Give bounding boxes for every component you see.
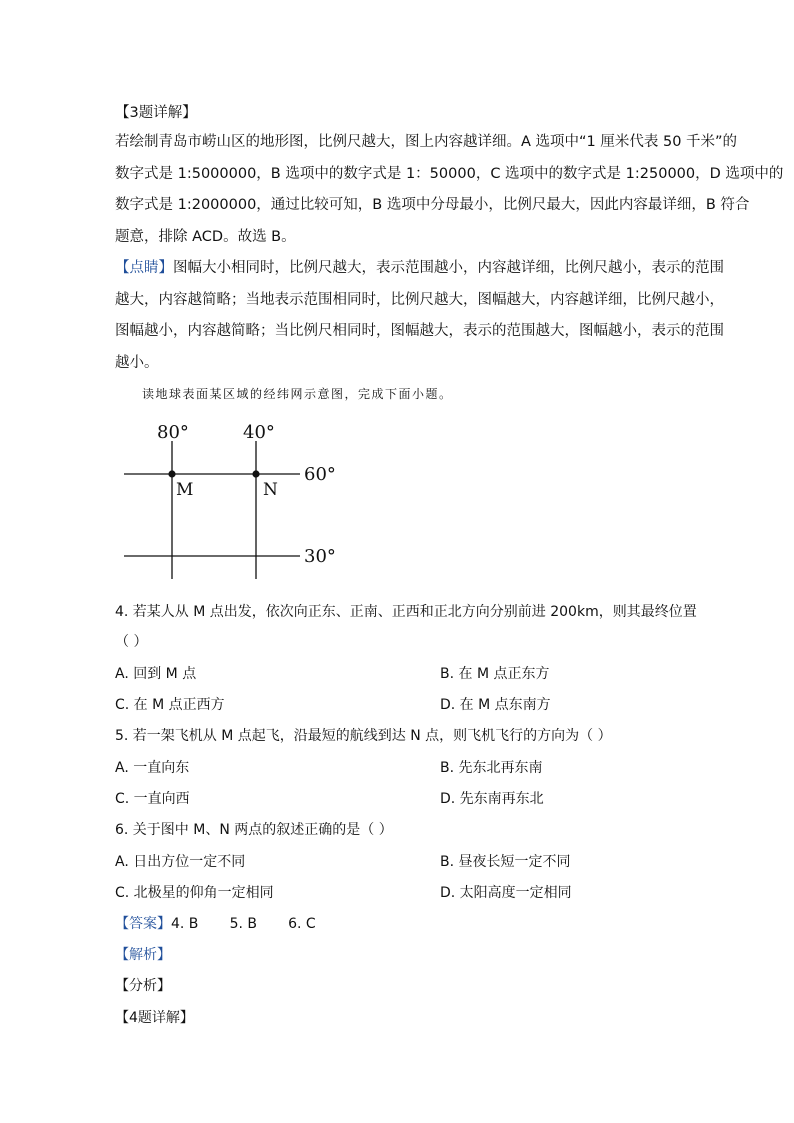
q6-option-a: A. 日出方位一定不同 [115,854,246,870]
lon-label-80: 80° [157,422,189,443]
section-4-heading: 【4题详解】 [115,1010,194,1026]
q5-option-c: C. 一直向西 [115,791,190,807]
paragraph-line: 数字式是 1:2000000，通过比较可知，B 选项中分母最小，比例尺最大，因此内容最详细，B 符合 [115,197,750,213]
point-n-dot [252,470,259,477]
paragraph-line: 数字式是 1:5000000，B 选项中的数字式是 1：50000，C 选项中的数字式是 1:250000，D 选项中的 [115,165,784,182]
section-3-paragraph [115,127,784,253]
lat-label-30: 30° [304,546,336,567]
tip-label: 【点睛】 [115,260,173,276]
answer-line [115,914,316,934]
q4-option-d: D. 在 M 点东南方 [440,697,551,713]
graticule-diagram [115,415,355,585]
paragraph-line: 越小。 [115,354,159,371]
tip-text: 图幅大小相同时，比例尺越大，表示范围越小，内容越详细，比例尺越小，表示的范围 [173,260,724,276]
q6-option-c: C. 北极星的仰角一定相同 [115,885,274,901]
answer-label: 【答案】 [115,916,171,932]
tip-paragraph [115,253,724,379]
question-5-stem: 5. 若一架飞机从 M 点起飞，沿最短的航线到达 N 点，则飞机飞行的方向为（ ） [115,728,612,744]
question-4-paren: （ ） [115,634,148,650]
question-6-stem: 6. 关于图中 M、N 两点的叙述正确的是（ ） [115,822,393,838]
q5-option-b: B. 先东北再东南 [440,760,543,776]
lat-label-60: 60° [304,464,336,485]
section-3-heading: 【3题详解】 [115,105,197,121]
point-m-dot [168,470,175,477]
point-n-label: N [263,480,278,500]
fenxi-heading: 【分析】 [115,978,171,994]
q6-option-d: D. 太阳高度一定相同 [440,885,572,901]
paragraph-line: 题意，排除 ACD。故选 B。 [115,228,296,245]
paragraph-line: 越大，内容越简略；当地表示范围相同时，比例尺越大，图幅越大，内容越详细，比例尺越小， [115,291,724,308]
paragraph-line [115,253,724,285]
lon-label-40: 40° [243,422,275,443]
q5-option-a: A. 一直向东 [115,760,190,776]
answer-text: 4. B 5. B 6. C [171,916,316,932]
q6-option-b: B. 昼夜长短一定不同 [440,854,571,870]
q4-option-a: A. 回到 M 点 [115,666,197,682]
question-4-stem: 4. 若某人从 M 点出发，依次向正东、正南、正西和正北方向分别前进 200km，则其最终位置 [115,604,697,620]
q4-option-c: C. 在 M 点正西方 [115,697,225,713]
q4-option-b: B. 在 M 点正东方 [440,666,550,682]
analysis-heading: 【解析】 [115,947,171,963]
point-m-label: M [176,480,194,500]
paragraph-line: 图幅越小，内容越简略；当比例尺相同时，图幅越大，表示的范围越大，图幅越小，表示的范围 [115,323,724,339]
figure-caption: 读地球表面某区域的经纬网示意图，完成下面小题。 [142,387,453,401]
paragraph-line: 若绘制青岛市崂山区的地形图，比例尺越大，图上内容越详细。A 选项中“1 厘米代表 50 千米”的 [115,134,738,150]
q5-option-d: D. 先东南再东北 [440,791,544,807]
